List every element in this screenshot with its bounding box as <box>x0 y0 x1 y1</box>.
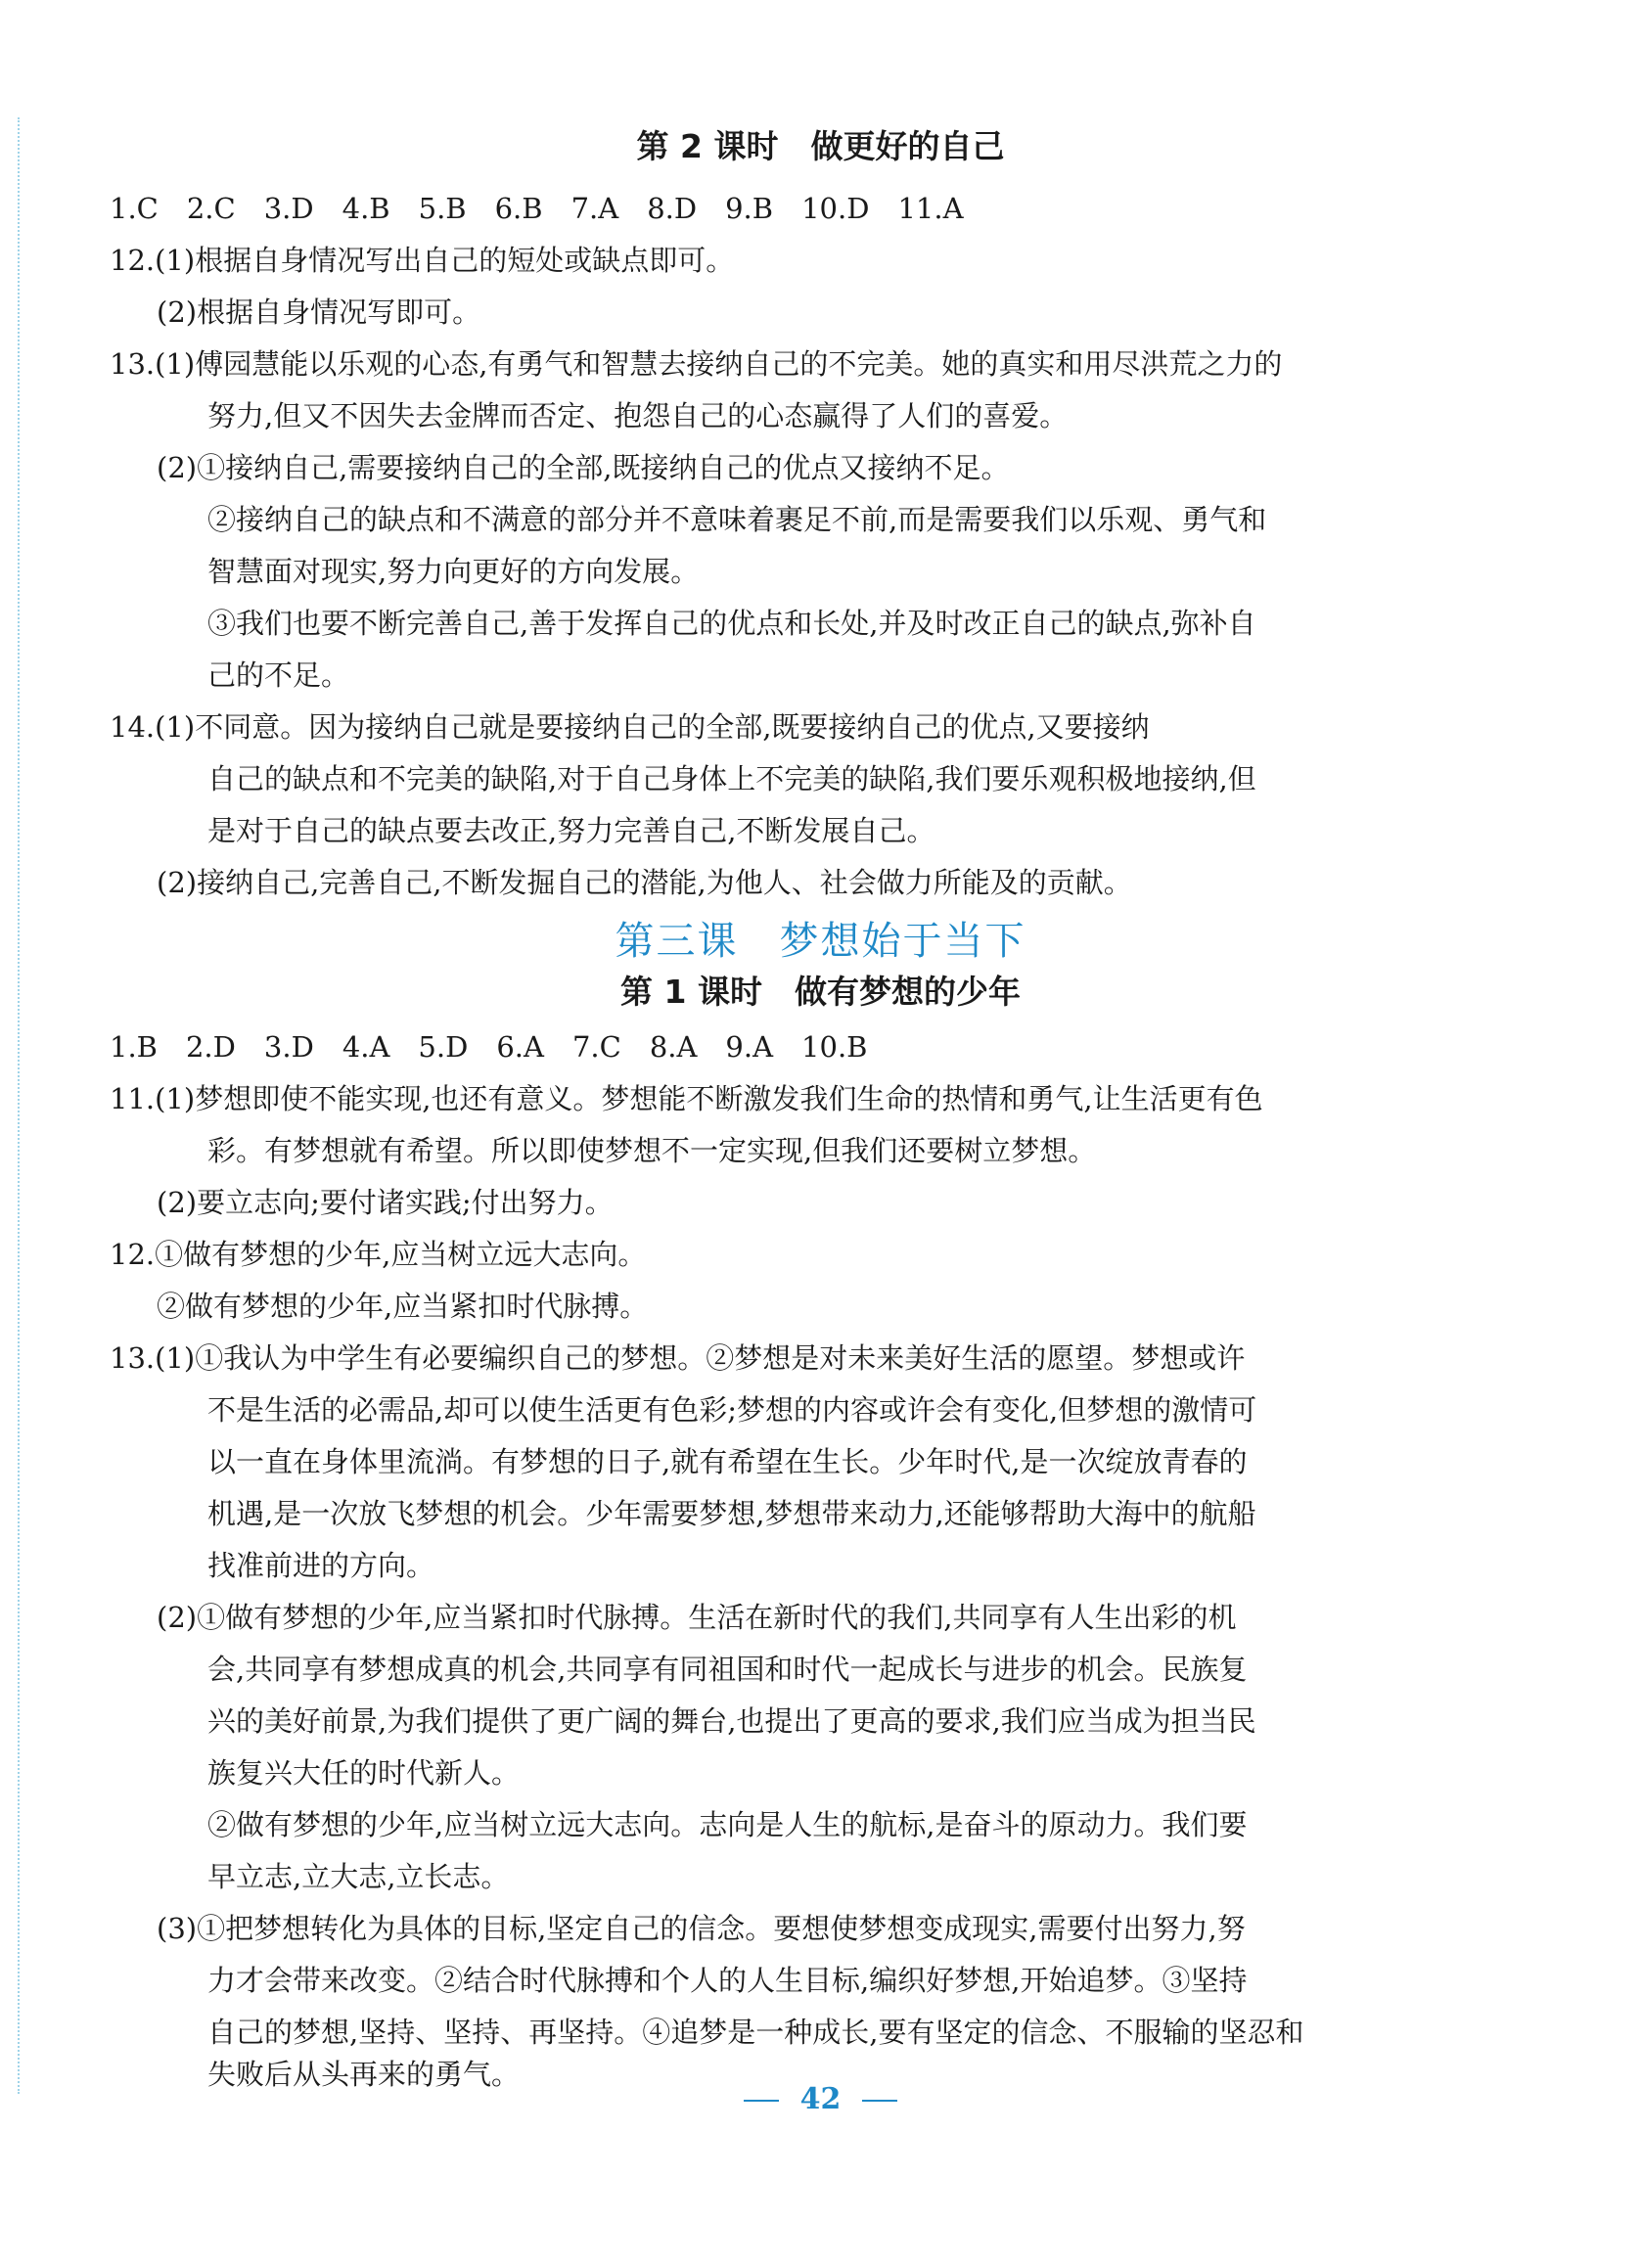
answer-line: 机遇,是一次放飞梦想的机会。少年需要梦想,梦想带来动力,还能够帮助大海中的航船 <box>207 1497 1256 1530</box>
answer-line: 以一直在身体里流淌。有梦想的日子,就有希望在生长。少年时代,是一次绽放青春的 <box>207 1445 1248 1478</box>
answer-line: 己的不足。 <box>207 658 350 692</box>
answer-line: 是对于自己的缺点要去改正,努力完善自己,不断发展自己。 <box>207 814 935 847</box>
answer-line: (2)接纳自己,完善自己,不断发掘自己的潜能,为他人、社会做力所能及的贡献。 <box>157 866 1132 899</box>
answer-line: 会,共同享有梦想成真的机会,共同享有同祖国和时代一起成长与进步的机会。民族复 <box>207 1653 1248 1686</box>
page-edge-decoration <box>18 117 29 2094</box>
answer-line: 11.(1)梦想即使不能实现,也还有意义。梦想能不断激发我们生命的热情和勇气,让生活更有色 <box>110 1082 1263 1115</box>
answer-line: 努力,但又不因失去金牌而否定、抱怨自己的心态赢得了人们的喜爱。 <box>207 399 1069 432</box>
lesson-heading-2: 第 1 课时 做有梦想的少年 <box>620 973 1021 1011</box>
answer-line: 找准前进的方向。 <box>207 1549 435 1582</box>
answer-line: 14.(1)不同意。因为接纳自己就是要接纳自己的全部,既要接纳自己的优点,又要接纳 <box>110 710 1150 744</box>
answer-line: 彩。有梦想就有希望。所以即使梦想不一定实现,但我们还要树立梦想。 <box>207 1134 1097 1167</box>
answer-line: 自己的梦想,坚持、坚持、再坚持。④追梦是一种成长,要有坚定的信念、不服输的坚忍和 <box>207 2016 1304 2049</box>
answer-line: (2)要立志向;要付诸实践;付出努力。 <box>157 1186 614 1219</box>
answer-line: 12.(1)根据自身情况写出自己的短处或缺点即可。 <box>110 244 735 277</box>
answer-line: ②接纳自己的缺点和不满意的部分并不意味着裹足不前,而是需要我们以乐观、勇气和 <box>207 503 1267 536</box>
page-number-text: 42 <box>799 2082 842 2116</box>
page-number <box>0 2080 1641 2119</box>
answer-line: (3)①把梦想转化为具体的目标,坚定自己的信念。要想使梦想变成现实,需要付出努力,努 <box>157 1912 1246 1945</box>
chapter-title: 第三课 梦想始于当下 <box>615 919 1026 964</box>
answer-line: 失败后从头再来的勇气。 <box>207 2058 521 2091</box>
answer-line: 不是生活的必需品,却可以使生活更有色彩;梦想的内容或许会有变化,但梦想的激情可 <box>207 1393 1257 1427</box>
answer-line: ②做有梦想的少年,应当树立远大志向。志向是人生的航标,是奋斗的原动力。我们要 <box>207 1808 1248 1841</box>
answer-line: ②做有梦想的少年,应当紧扣时代脉搏。 <box>157 1290 649 1323</box>
answer-line: 1.B 2.D 3.D 4.A 5.D 6.A 7.C 8.A 9.A 10.B <box>110 1030 868 1064</box>
answer-line: 自己的缺点和不完美的缺陷,对于自己身体上不完美的缺陷,我们要乐观积极地接纳,但 <box>207 762 1256 795</box>
page-number-dash-left <box>744 2100 779 2102</box>
answer-line: ③我们也要不断完善自己,善于发挥自己的优点和长处,并及时改正自己的缺点,弥补自 <box>207 607 1256 640</box>
answer-line: 兴的美好前景,为我们提供了更广阔的舞台,也提出了更高的要求,我们应当成为担当民 <box>207 1704 1256 1738</box>
answer-line: 早立志,立大志,立长志。 <box>207 1860 510 1893</box>
page-number-dash-right <box>862 2100 897 2102</box>
answer-line: 族复兴大任的时代新人。 <box>207 1756 521 1790</box>
answer-line: 13.(1)傅园慧能以乐观的心态,有勇气和智慧去接纳自己的不完美。她的真实和用尽洪荒之力的 <box>110 347 1283 381</box>
answer-line: (2)①做有梦想的少年,应当紧扣时代脉搏。生活在新时代的我们,共同享有人生出彩的机 <box>157 1601 1237 1634</box>
answer-line: (2)①接纳自己,需要接纳自己的全部,既接纳自己的优点又接纳不足。 <box>157 451 1010 484</box>
answer-line: 12.①做有梦想的少年,应当树立远大志向。 <box>110 1238 647 1271</box>
answer-line: (2)根据自身情况写即可。 <box>157 295 481 329</box>
answer-line: 力才会带来改变。②结合时代脉搏和个人的人生目标,编织好梦想,开始追梦。③坚持 <box>207 1964 1248 1997</box>
answer-line: 13.(1)①我认为中学生有必要编织自己的梦想。②梦想是对未来美好生活的愿望。梦想或许 <box>110 1341 1246 1375</box>
lesson-heading-1: 第 2 课时 做更好的自己 <box>636 127 1005 165</box>
answer-line: 智慧面对现实,努力向更好的方向发展。 <box>207 555 700 588</box>
answer-line: 1.C 2.C 3.D 4.B 5.B 6.B 7.A 8.D 9.B 10.D 11.A <box>110 192 964 225</box>
